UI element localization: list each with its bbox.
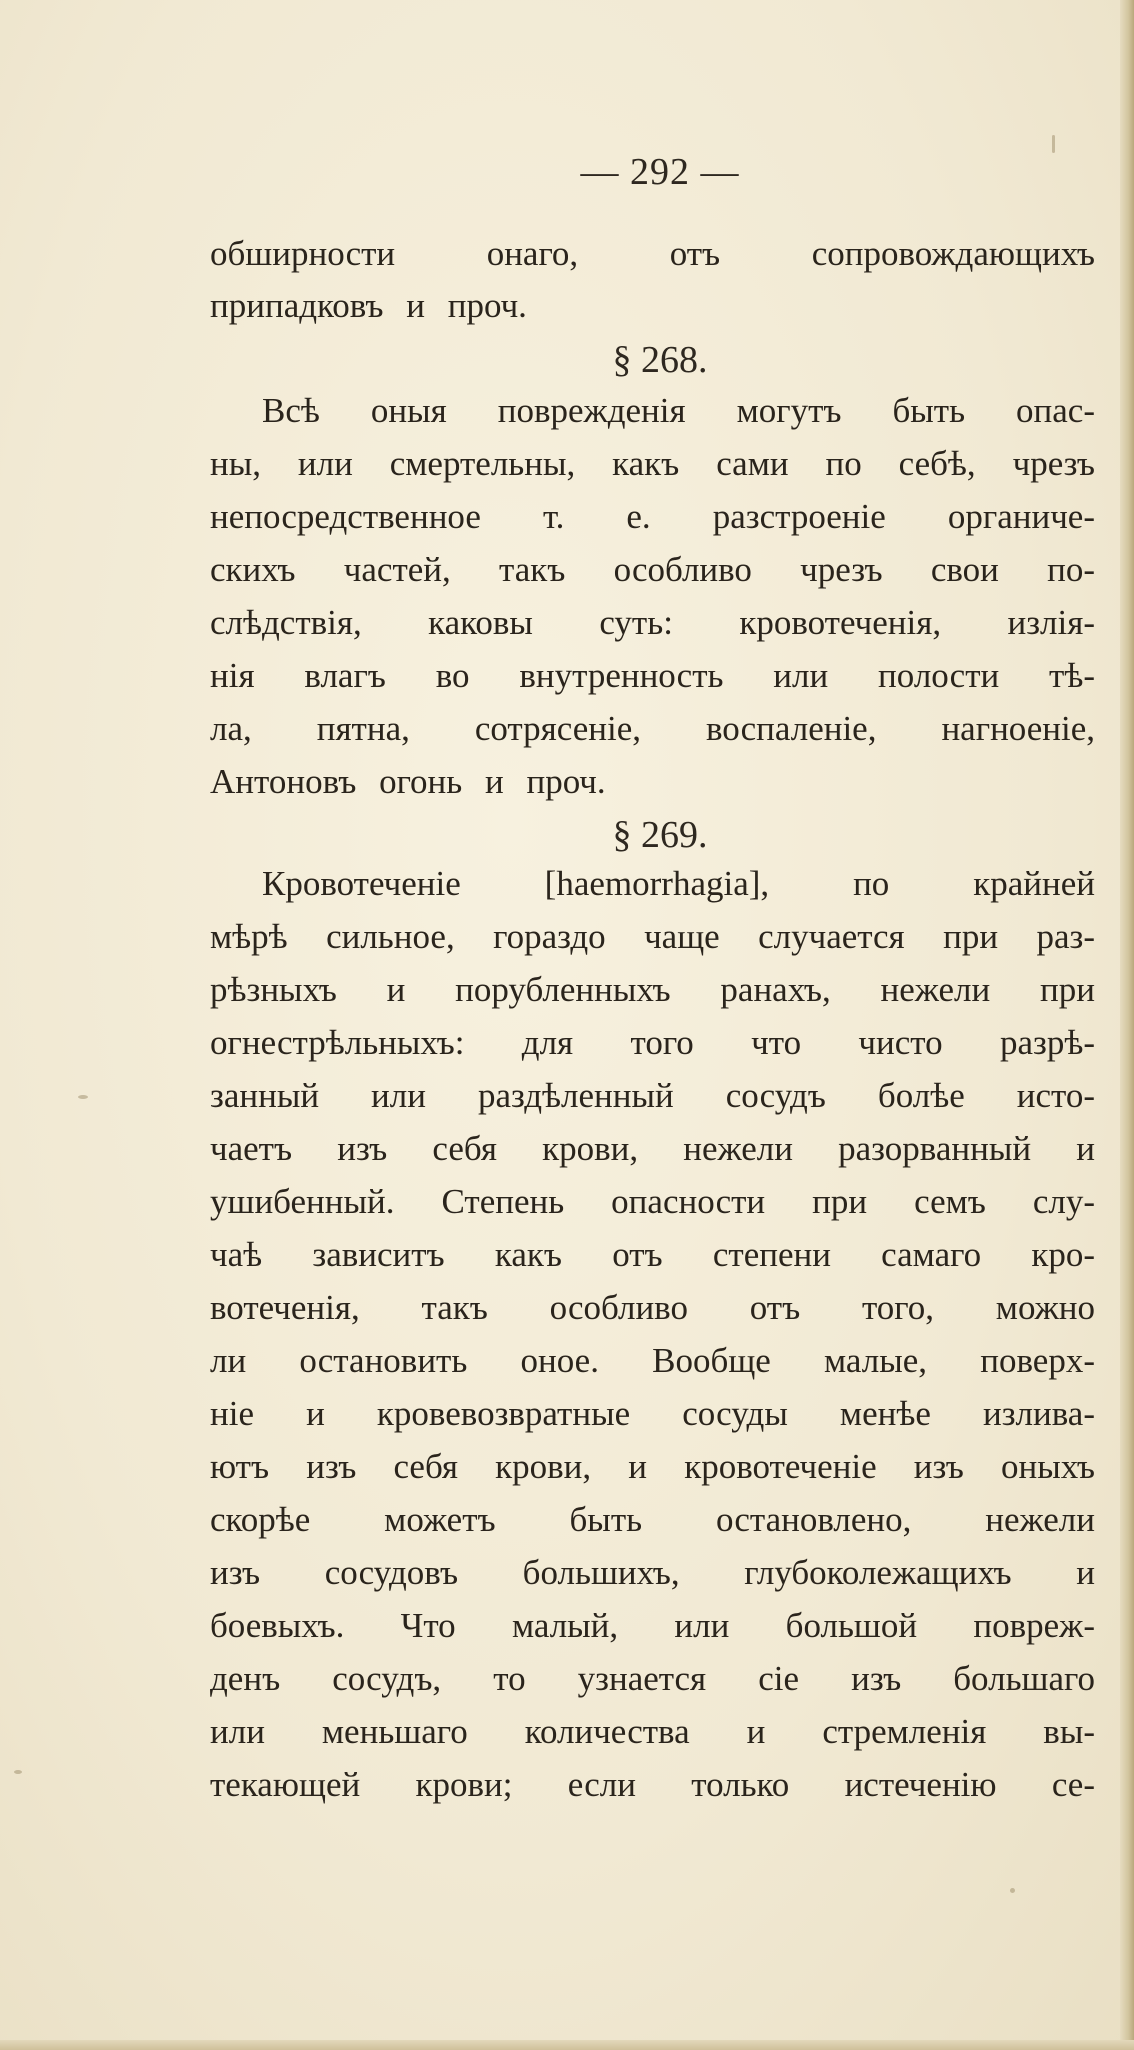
text-line: рѣзныхъ и порубленныхъ ранахъ, нежели при	[210, 970, 1095, 1009]
text-line: текающей крови; если только истеченію се-	[210, 1765, 1095, 1804]
text-line: ла, пятна, сотрясеніе, воспаленіе, нагноеніе,	[210, 709, 1095, 748]
text-line: нія влагъ во внутренность или полости тѣ-	[210, 656, 1095, 695]
text-line: Антоновъ огонь и проч.	[210, 762, 606, 801]
text-line: непосредственное т. е. разстроеніе органиче-	[210, 497, 1095, 536]
section-heading-268: § 268.	[612, 339, 708, 381]
section-heading-269: § 269.	[612, 814, 708, 856]
text-line: ушибенный. Степень опасности при семъ слу-	[210, 1182, 1095, 1221]
text-line: чаѣ зависитъ какъ отъ степени самаго кро-	[210, 1235, 1095, 1274]
text-line: слѣдствія, каковы суть: кровотеченія, излія-	[210, 603, 1095, 642]
text-line: огнестрѣльныхъ: для того что чисто разрѣ-	[210, 1023, 1095, 1062]
text-line: боевыхъ. Что малый, или большой повреж-	[210, 1606, 1095, 1645]
text-line: ніе и кровевозвратные сосуды менѣе излива-	[210, 1394, 1095, 1433]
paper-speck	[78, 1095, 88, 1099]
text-line: Кровотеченіе [haemorrhagia], по крайней	[262, 864, 1095, 903]
page-number-header: — 292 —	[580, 151, 740, 193]
text-line: обширности онаго, отъ сопровождающихъ	[210, 234, 1095, 273]
text-line: вотеченія, такъ особливо отъ того, можно	[210, 1288, 1095, 1327]
paper-speck	[1010, 1888, 1015, 1893]
text-line: ютъ изъ себя крови, и кровотеченіе изъ оныхъ	[210, 1447, 1095, 1486]
text-line: скихъ частей, такъ особливо чрезъ свои по-	[210, 550, 1095, 589]
text-line: денъ сосудъ, то узнается сіе изъ большаго	[210, 1659, 1095, 1698]
text-line: занный или раздѣленный сосудъ болѣе исто-	[210, 1076, 1095, 1115]
text-line: мѣрѣ сильное, гораздо чаще случается при раз-	[210, 917, 1095, 956]
paper-speck	[1052, 135, 1055, 153]
text-line: или меньшаго количества и стремленія вы-	[210, 1712, 1095, 1751]
page-bottom-edge	[0, 2040, 1134, 2050]
paper-speck	[14, 1770, 22, 1774]
text-line: ли остановить оное. Вообще малые, поверх-	[210, 1341, 1095, 1380]
text-line: изъ сосудовъ большихъ, глубоколежащихъ и	[210, 1553, 1095, 1592]
text-line: чаетъ изъ себя крови, нежели разорванный и	[210, 1129, 1095, 1168]
text-line: припадковъ и проч.	[210, 286, 527, 325]
text-line: ны, или смертельны, какъ сами по себѣ, чрезъ	[210, 444, 1095, 483]
text-line: скорѣе можетъ быть остановлено, нежели	[210, 1500, 1095, 1539]
page-edge-shadow	[1120, 0, 1134, 2050]
text-line: Всѣ оныя поврежденія могутъ быть опас-	[262, 391, 1095, 430]
